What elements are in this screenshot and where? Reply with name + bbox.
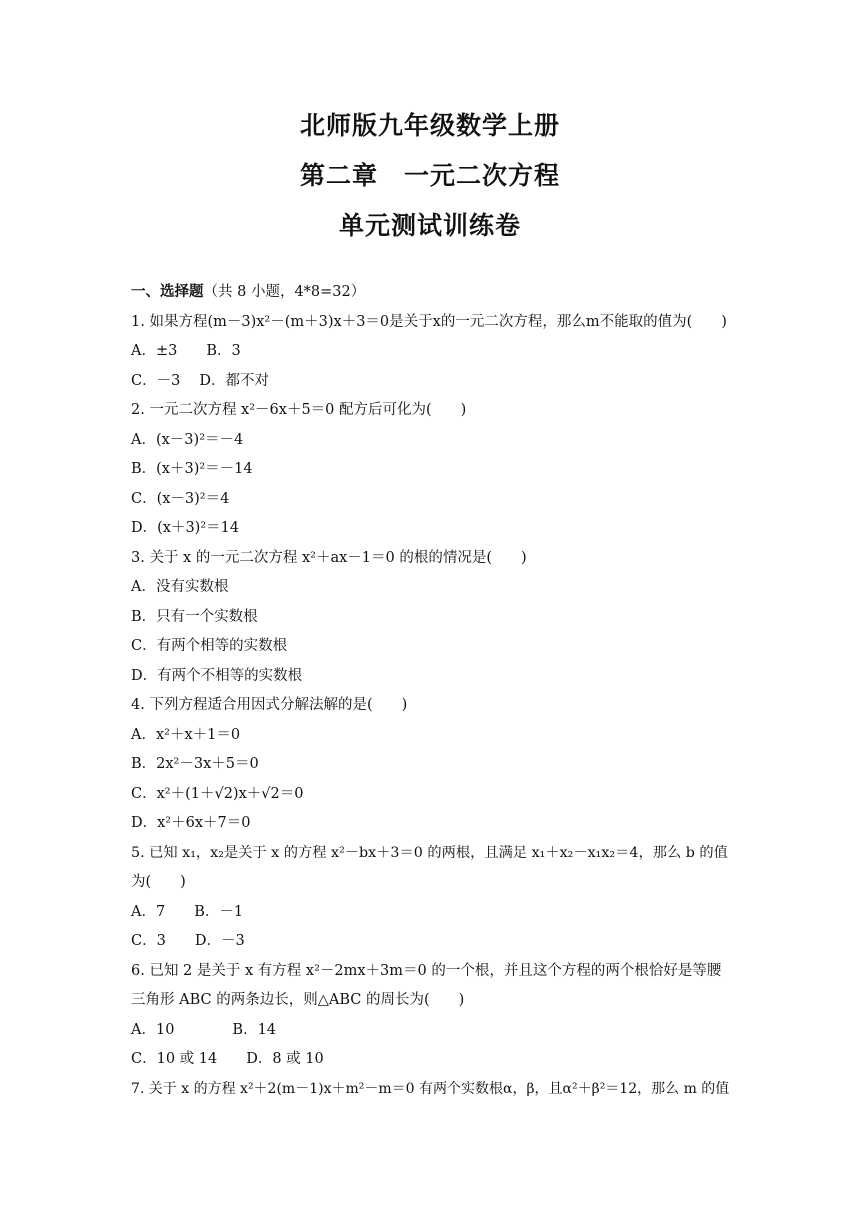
question-5-stem-cont: 为( ) (131, 874, 186, 890)
question-6-options-cd: C．10 或 14 D．8 或 10 (131, 1051, 324, 1067)
question-7-stem: 7. 关于 x 的方程 x²＋2(m－1)x＋m²－m＝0 有两个实数根α，β，且α²＋β²＝12，那么 m 的值 (131, 1080, 730, 1097)
question-5-options-cd: C．3 D．－3 (131, 933, 245, 949)
question-4-option-b: B．2x²－3x＋5＝0 (131, 756, 259, 772)
question-3-option-c: C．有两个相等的实数根 (131, 638, 288, 654)
question-1-options-ab: A．±3 B．3 (131, 343, 241, 359)
question-4-option-c: C．x²＋(1＋√2)x＋√2＝0 (131, 785, 304, 802)
question-6-options-ab: A．10 B．14 (131, 1021, 277, 1038)
question-3-option-b: B．只有一个实数根 (131, 608, 258, 625)
question-4-stem: 4. 下列方程适合用因式分解法解的是( ) (131, 697, 408, 713)
section-heading-label: 一、选择题 (131, 284, 204, 300)
question-list (131, 282, 731, 1108)
question-6-stem-cont: 三角形 ABC 的两条边长，则△ABC 的周长为( ) (131, 992, 465, 1008)
question-1-stem: 1. 如果方程(m－3)x²－(m＋3)x＋3＝0是关于x的一元二次方程，那么m不能取的值为( ) (131, 313, 727, 330)
question-2-option-c: C．(x－3)²＝4 (131, 490, 230, 507)
section-heading (131, 282, 731, 312)
question-1-options-cd: C．－3 D．都不对 (131, 372, 270, 389)
question-5-stem: 5. 已知 x₁，x₂是关于 x 的方程 x²－bx＋3＝0 的两根，且满足 x₁＋x₂－x₁x₂＝4，那么 b 的值 (131, 844, 728, 861)
question-6-stem: 6. 已知 2 是关于 x 有方程 x²－2mx＋3m＝0 的一个根，并且这个方程的两个根恰好是等腰 (131, 962, 722, 979)
document-title: 北师版九年级数学上册 (299, 111, 560, 140)
question-2-option-a: A．(x－3)²＝－4 (131, 431, 244, 448)
question-5-options-ab: A．7 B．－1 (131, 903, 244, 920)
question-2-option-b: B．(x＋3)²＝－14 (131, 461, 253, 477)
question-2-stem: 2. 一元二次方程 x²－6x＋5＝0 配方后可化为( ) (131, 402, 467, 418)
document-subtitle: 单元测试训练卷 (338, 211, 521, 240)
question-3-option-a: A．没有实数根 (131, 579, 229, 595)
question-4-option-d: D．x²＋6x＋7＝0 (131, 815, 251, 831)
question-3-stem: 3. 关于 x 的一元二次方程 x²＋ax－1＝0 的根的情况是( ) (131, 549, 527, 566)
question-2-option-d: D．(x＋3)²＝14 (131, 520, 240, 536)
section-heading-note: （共 8 小题，4*8=32） (203, 284, 366, 300)
question-4-option-a: A．x²＋x＋1＝0 (131, 726, 241, 743)
chapter-title: 第二章 一元二次方程 (299, 161, 560, 190)
question-3-option-d: D．有两个不相等的实数根 (131, 667, 303, 684)
